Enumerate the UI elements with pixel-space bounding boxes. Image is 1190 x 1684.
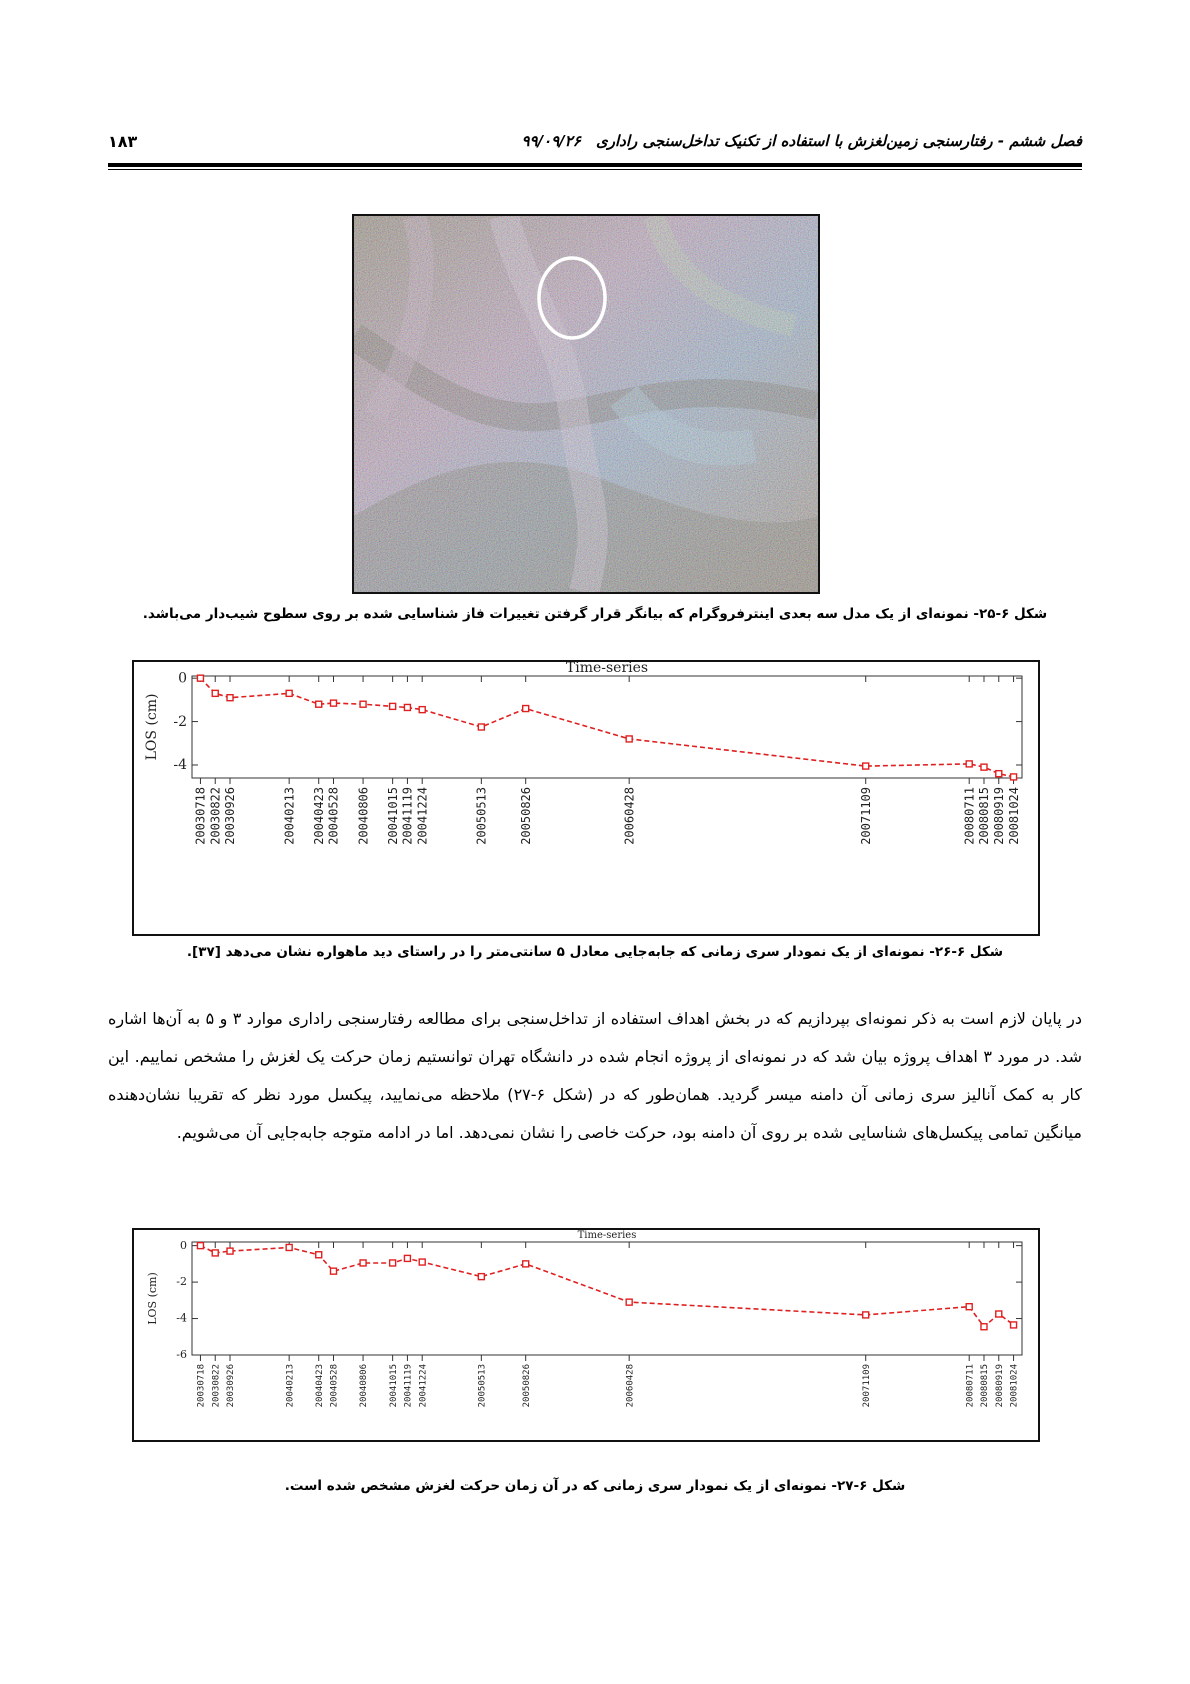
data-point-marker [390, 703, 396, 709]
data-point-marker [286, 1244, 292, 1250]
data-point-marker [212, 1250, 218, 1256]
x-tick-label: 20071109 [858, 787, 873, 845]
x-tick-label: 20081024 [1006, 787, 1021, 845]
x-tick-label: 20080919 [991, 787, 1006, 845]
data-point-marker [1011, 774, 1017, 780]
header-rule-thin [108, 169, 1082, 170]
x-tick-label: 20030926 [223, 787, 238, 845]
x-tick-label: 20060428 [625, 1364, 636, 1408]
data-point-marker [419, 1259, 425, 1265]
series-line [200, 678, 1013, 777]
data-point-marker [331, 1268, 337, 1274]
x-tick-label: 20081024 [1009, 1364, 1020, 1408]
x-tick-label: 20040806 [359, 1364, 370, 1408]
data-point-marker [966, 761, 972, 767]
x-tick-label: 20030718 [196, 1364, 207, 1408]
data-point-marker [523, 1261, 529, 1267]
x-tick-label: 20080815 [977, 787, 992, 845]
data-point-marker [1011, 1322, 1017, 1328]
x-tick-label: 20040528 [329, 1364, 340, 1408]
data-point-marker [996, 771, 1002, 777]
data-point-marker [996, 1311, 1002, 1317]
x-tick-label: 20050826 [518, 787, 533, 845]
chart-time-series-1 [132, 660, 1040, 936]
y-tick-label: -2 [173, 713, 187, 730]
x-tick-label: 20041015 [388, 1364, 399, 1408]
interferogram-image [352, 214, 820, 594]
plot-area-frame [192, 676, 1022, 778]
x-tick-label: 20080919 [994, 1364, 1005, 1408]
x-tick-label: 20041119 [403, 1364, 414, 1408]
x-tick-label: 20040213 [282, 787, 297, 845]
data-point-marker [626, 736, 632, 742]
x-tick-label: 20080815 [980, 1364, 991, 1408]
y-tick-label: -6 [176, 1348, 187, 1362]
x-tick-label: 20041119 [400, 787, 415, 845]
x-tick-label: 20050513 [474, 787, 489, 845]
data-point-marker [966, 1304, 972, 1310]
data-point-marker [523, 706, 529, 712]
x-tick-label: 20040528 [326, 787, 341, 845]
x-tick-label: 20041224 [415, 787, 430, 845]
y-axis-label: LOS (cm) [146, 1272, 159, 1325]
chart-time-series-2 [132, 1228, 1040, 1442]
body-paragraph: در پایان لازم است به ذکر نمونه‌ای بپردازیم که در بخش اهداف استفاده از تداخل‌سنجی برای مطالعه رفتارسنجی راداری موارد ۳ و ۵ به آن‌ها اشاره شد. در مورد ۳ اهداف پروژه بیان شد که در نمونه‌ای از پروژه انجام شده در دانشگاه تهران توانستیم زمان حرکت یک لغزش را مشخص نماییم. این کار به کمک آنالیز سری زمانی آن دامنه میسر گردید. همان‌طور که در (شکل ۶-۲۷) ملاحظه می‌نمایید، پیکسل مورد نظر که تقریبا نشان‌دهنده میانگین تمامی پیکسل‌های شناسایی شده بر روی آن دامنه بود، حرکت خاصی را نشان نمی‌دهد. اما در ادامه متوجه جابه‌جایی آن می‌شویم. [108, 1009, 1083, 1142]
y-axis-label: LOS (cm) [144, 693, 160, 761]
x-tick-label: 20030822 [208, 787, 223, 845]
data-point-marker [390, 1260, 396, 1266]
data-point-marker [863, 1312, 869, 1318]
header-rule-thick [108, 163, 1082, 167]
data-point-marker [981, 1324, 987, 1330]
figure-25-caption: شکل ۶-۲۵- نمونه‌ای از یک مدل سه بعدی اینترفروگرام که بیانگر قرار گرفتن تغییرات فاز شناسایی شده بر روی سطوح شیب‌دار می‌باشد. [142, 606, 1048, 622]
data-point-marker [478, 1274, 484, 1280]
x-tick-label: 20041015 [385, 787, 400, 845]
chart-title: Time-series [565, 662, 649, 676]
y-tick-label: 0 [180, 1238, 187, 1252]
data-point-marker [286, 690, 292, 696]
figure-27-caption: شکل ۶-۲۷- نمونه‌ای از یک نمودار سری زمانی که در آن زمان حرکت لغزش مشخص شده است. [284, 1478, 906, 1494]
x-tick-label: 20030718 [193, 787, 208, 845]
x-tick-label: 20080711 [965, 1364, 976, 1408]
x-tick-label: 20071109 [861, 1364, 872, 1408]
data-point-marker [863, 763, 869, 769]
header-date: ۹۹/۰۹/۲۶ [521, 132, 581, 150]
y-tick-label: -2 [176, 1275, 187, 1289]
x-tick-label: 20040423 [314, 1364, 325, 1408]
chart-title: Time-series [577, 1230, 637, 1241]
data-point-marker [197, 675, 203, 681]
x-tick-label: 20030822 [211, 1364, 222, 1408]
data-point-marker [316, 1252, 322, 1258]
data-point-marker [626, 1299, 632, 1305]
data-point-marker [331, 700, 337, 706]
page-number: ۱۸۳ [108, 132, 138, 151]
chart-2-svg [134, 1230, 1038, 1440]
data-point-marker [212, 690, 218, 696]
data-point-marker [316, 701, 322, 707]
x-tick-label: 20040423 [311, 787, 326, 845]
x-tick-label: 20040806 [356, 787, 371, 845]
y-tick-label: 0 [178, 670, 187, 687]
plot-area-frame [192, 1242, 1022, 1355]
data-point-marker [404, 1255, 410, 1261]
x-tick-label: 20030926 [226, 1364, 237, 1408]
chapter-title-text: فصل ششم - رفتارسنجی زمین‌لغزش با استفاده از تکنیک تداخل‌سنجی راداری [596, 132, 1082, 150]
figure-26-caption: شکل ۶-۲۶- نمونه‌ای از یک نمودار سری زمانی که جابه‌جایی معادل ۵ سانتی‌متر را در راستای دید ماهواره نشان می‌دهد [۳۷]. [186, 944, 1004, 960]
data-point-marker [360, 1260, 366, 1266]
y-tick-label: -4 [176, 1311, 187, 1325]
chapter-title [521, 132, 1082, 150]
x-tick-label: 20041224 [418, 1364, 429, 1408]
chart-1-svg [134, 662, 1038, 934]
data-point-marker [360, 701, 366, 707]
running-header [108, 128, 1082, 158]
data-point-marker [404, 704, 410, 710]
y-tick-label: -4 [173, 757, 187, 774]
data-point-marker [197, 1243, 203, 1249]
data-point-marker [981, 764, 987, 770]
data-point-marker [419, 707, 425, 713]
data-point-marker [478, 724, 484, 730]
x-tick-label: 20050826 [521, 1364, 532, 1408]
data-point-marker [227, 1248, 233, 1254]
x-tick-label: 20060428 [622, 787, 637, 845]
x-tick-label: 20050513 [477, 1364, 488, 1408]
x-tick-label: 20080711 [962, 787, 977, 845]
data-point-marker [227, 695, 233, 701]
x-tick-label: 20040213 [285, 1364, 296, 1408]
